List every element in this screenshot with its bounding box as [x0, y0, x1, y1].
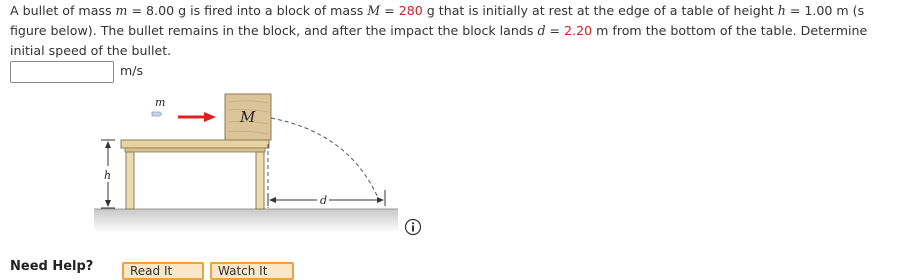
help-row: [10, 259, 410, 279]
problem-line-1: [10, 1, 909, 21]
floor: [94, 209, 398, 233]
distance-value: 2.20: [564, 23, 593, 38]
problem-text: m from the bottom of the table. Determine: [592, 23, 868, 38]
block-mass-value: 280: [398, 3, 423, 18]
problem-line-3: initial speed of the bullet.: [10, 43, 172, 58]
problem-text: g that is initially at rest at the edge of a table of height: [422, 3, 778, 18]
trajectory: [271, 118, 379, 200]
label-m: m: [155, 96, 166, 109]
variable-h: h: [777, 3, 786, 18]
problem-text: figure below). The bullet remains in the block, and after the impact the block lands: [10, 23, 538, 38]
problem-text: =: [380, 3, 399, 18]
answer-unit: m/s: [120, 63, 144, 78]
physics-figure: [88, 88, 428, 248]
watch-it-button[interactable]: Watch It: [210, 262, 294, 280]
problem-text: A bullet of mass: [10, 3, 116, 18]
problem-line-2: [10, 21, 909, 41]
bullet: [152, 112, 162, 116]
need-help-label: Need Help?: [10, 259, 94, 274]
variable-M: M: [367, 3, 381, 18]
read-it-button[interactable]: Read It: [122, 262, 204, 280]
label-d: d: [320, 194, 328, 207]
problem-text: = 8.00 g is fired into a block of mass: [127, 3, 368, 18]
problem-text: =: [545, 23, 565, 38]
answer-input[interactable]: [10, 61, 114, 83]
table: [121, 140, 269, 209]
info-circle-icon[interactable]: [404, 218, 422, 236]
problem-statement: [10, 1, 909, 61]
variable-d: d: [537, 23, 546, 38]
label-h: h: [104, 169, 112, 182]
problem-text: = 1.00 m (s: [785, 3, 865, 18]
variable-m: m: [115, 3, 128, 18]
velocity-arrow: [178, 112, 216, 122]
label-M: M: [240, 108, 256, 126]
